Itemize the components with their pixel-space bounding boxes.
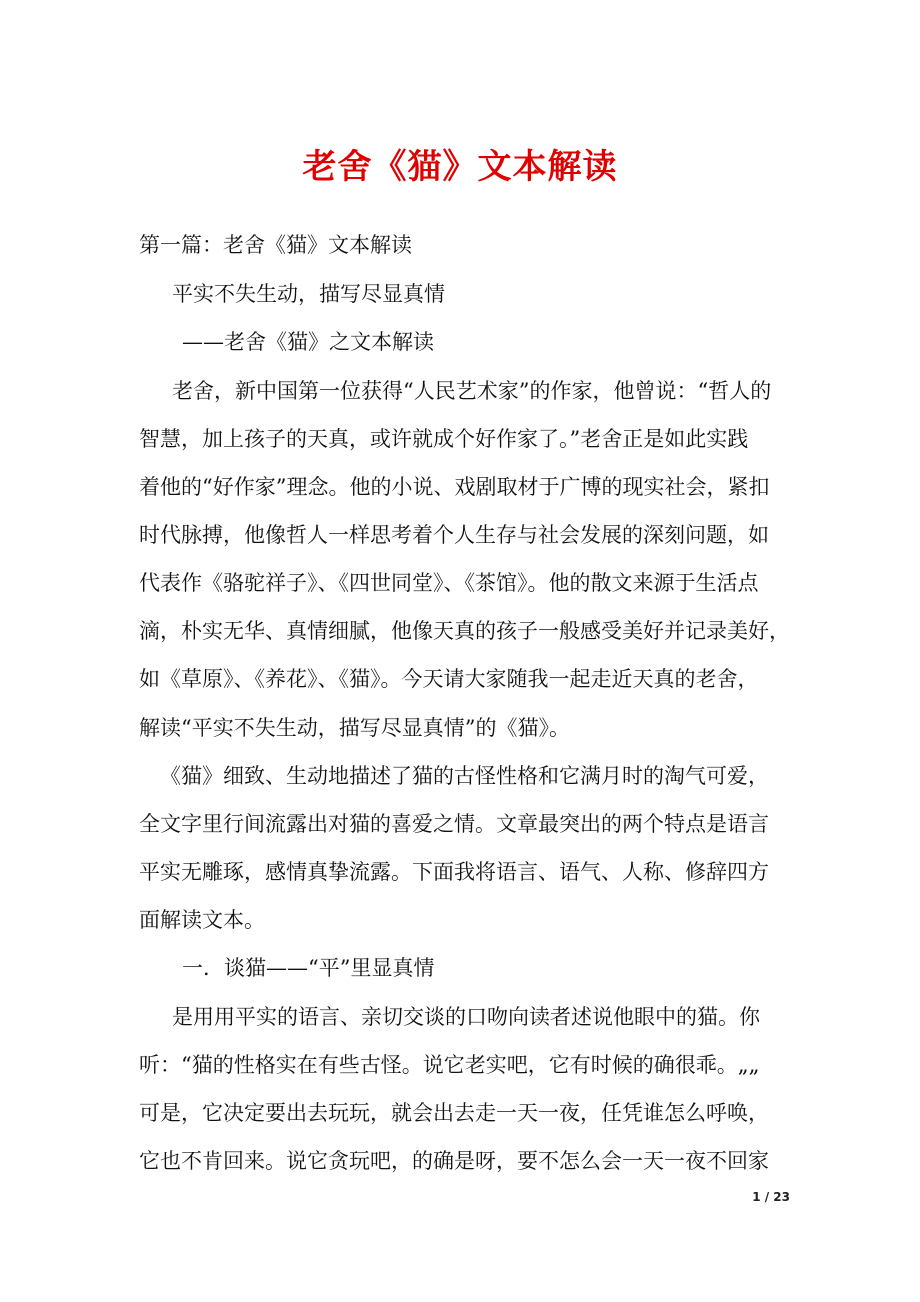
- text-line: 时代脉搏，他像哲人一样思考着个人生存与社会发展的深刻问题，如: [139, 523, 769, 547]
- page-number: 1 / 23: [752, 1190, 790, 1204]
- text-line: 滴，朴实无华、真情细腻，他像天真的孩子一般感受美好并记录美好，: [139, 619, 790, 643]
- text-line: 《猫》细致、生动地描述了猫的古怪性格和它满月时的淘气可爱，: [160, 764, 769, 788]
- text-line: 平实不失生动，描写尽显真情: [172, 282, 445, 306]
- text-line: 智慧，加上孩子的天真，或许就成个好作家了。”老舍正是如此实践: [139, 427, 749, 451]
- text-line: 全文字里行间流露出对猫的喜爱之情。文章最突出的两个特点是语言: [139, 812, 769, 836]
- text-line: 第一篇：老舍《猫》文本解读: [139, 233, 412, 257]
- section-heading: 一．谈猫——“平”里显真情: [182, 956, 435, 980]
- text-line: 老舍，新中国第一位获得“人民艺术家”的作家，他曾说：“哲人的: [172, 379, 772, 403]
- text-line: 面解读文本。: [139, 908, 265, 932]
- text-line: 着他的“好作家”理念。他的小说、戏剧取材于广博的现实社会，紧扣: [139, 475, 770, 499]
- text-line: 平实无雕琢，感情真挚流露。下面我将语言、语气、人称、修辞四方: [139, 860, 769, 884]
- text-line: ——老舍《猫》之文本解读: [182, 330, 434, 354]
- document-title: 老舍《猫》文本解读: [302, 147, 618, 187]
- text-line: 它也不肯回来。说它贪玩吧，的确是呀，要不怎么会一天一夜不回家: [139, 1149, 769, 1173]
- text-line: 听：“猫的性格实在有些古怪。说它老实吧，它有时候的确很乖。„„: [139, 1053, 760, 1077]
- text-line: 解读“平实不失生动，描写尽显真情”的《猫》。: [139, 716, 570, 740]
- text-line: 如《草原》、《养花》、《猫》。今天请大家随我一起走近天真的老舍，: [139, 667, 759, 691]
- text-line: 代表作《骆驼祥子》、《四世同堂》、《茶馆》。他的散文来源于生活点: [139, 571, 759, 595]
- text-line: 是用用平实的语言、亲切交谈的口吻向读者述说他眼中的猫。你: [172, 1005, 760, 1029]
- text-line: 可是，它决定要出去玩玩，就会出去走一天一夜，任凭谁怎么呼唤，: [139, 1101, 769, 1125]
